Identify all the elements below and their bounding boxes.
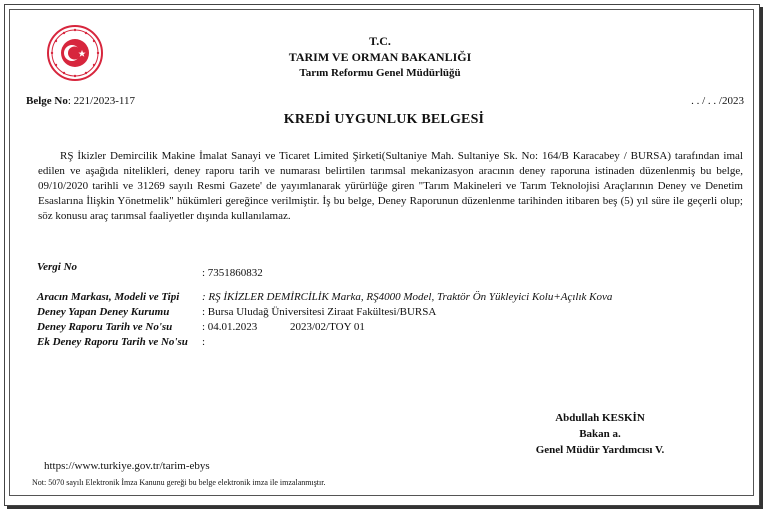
institution-value: : Bursa Uludağ Üniversitesi Ziraat Fakültesi/BURSA [202,306,437,318]
signer-role-2: Genel Müdür Yardımcısı V. [535,444,665,456]
field-row-tax-no-value [37,267,717,280]
document-body: RŞ İkizler Demircilik Makine İmalat Sanayi ve Ticaret Limited Şirketi(Sultaniye Mah. Sultaniye Sk. No: 164/B Karacabey / BURSA) tarafından imal edilen ve aşağıda nitelikleri, deney raporu tarih ve numarası belirtilen tarımsal mekanizasyon aracının deney raporuna istinaden düzenlenmiş bu belge, 09/10/2020 tarihli ve 31269 sayılı Resmi Gazete' de yayımlanarak yürürlüğe giren "Tarım Makineleri ve Tarım Teknolojisi Araçlarının Deney ve Denetim Esaslarına İlişkin Yönetmelik" hükümleri gereğince verilmiştir. İş bu belge, Deney Raporunun düzenlenme tarihinden itibaren beş (5) yıl süre ile geçerli olup; söz konusu araç tarımsal faaliyetler dışında kullanılamaz. [38,150,743,222]
vehicle-label: Aracın Markası, Modeli ve Tipi [37,291,180,303]
header-ministry: TARIM VE ORMAN BAKANLIĞI [288,50,472,64]
field-row-institution [37,306,717,319]
vehicle-value: : RŞ İKİZLER DEMİRCİLİK Marka, RŞ4000 Model, Traktör Ön Yükleyici Kolu+Açılık Kova [202,291,613,303]
report-date: : 04.01.2023 [202,321,258,333]
document-number-label: Belge No [26,95,68,107]
document-number [26,95,135,107]
signer-role-1: Bakan a. [579,428,621,440]
report-label: Deney Raporu Tarih ve No'su [37,321,173,333]
signer-name: Abdullah KESKİN [555,412,645,424]
document-number-value: : 221/2023-117 [67,95,135,107]
report-number: 2023/02/TOY 01 [290,321,365,333]
field-row-report [37,321,717,334]
ministry-logo [46,24,104,82]
tax-no-value: : 7351860832 [202,267,263,279]
header-department: Tarım Reformu Genel Müdürlüğü [299,67,461,79]
document-date: . . / . . /2023 [691,95,744,107]
field-row-extra-report [37,336,717,349]
letterhead [200,34,560,81]
extra-report-label: Ek Deney Raporu Tarih ve No'su [37,336,188,348]
field-row-vehicle [37,291,717,304]
verification-link[interactable]: https://www.turkiye.gov.tr/tarim-ebys [44,460,210,472]
signature-block [480,410,720,458]
institution-label: Deney Yapan Deney Kurumu [37,306,170,318]
document-title: KREDİ UYGUNLUK BELGESİ [283,112,485,127]
header-tc: T.C. [369,34,391,48]
extra-report-value: : [202,336,206,348]
tax-no-label: Vergi No [37,261,78,273]
footer-note: Not: 5070 sayılı Elektronik İmza Kanunu gereği bu belge elektronik imza ile imzalanmıştır. [32,478,326,487]
